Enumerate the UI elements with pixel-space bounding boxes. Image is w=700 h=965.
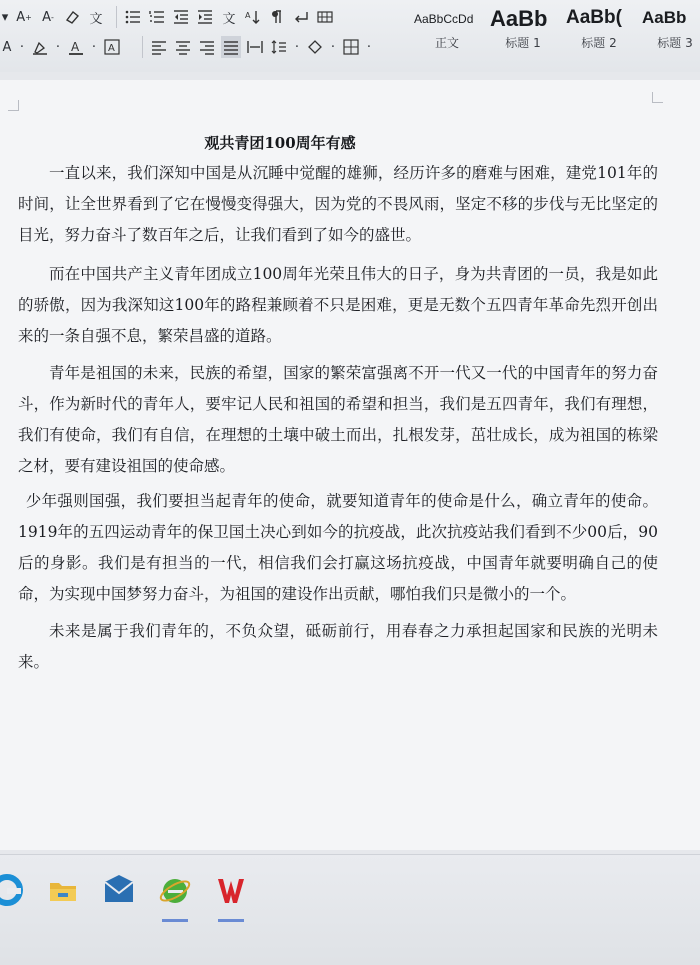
ribbon-row-paragraph — [0, 36, 377, 58]
align-center-icon[interactable] — [173, 36, 193, 58]
paragraph: 少年强则国强，我们要担当起青年的使命，就要知道青年的使命是什么，确立青年的使命。1919年的五四运动青年的保卫国土决心到如今的抗疫战，此次抗疫站我们看到不少00后，90后的身影。我们是有担当的一代，相信我们会打赢这场抗疫战，中国青年就要明确自己的使命，为实现中国梦努力奋斗，为祖国的建设作出贡献，哪怕我们只是微小的一个。 — [18, 492, 658, 603]
font-dropdown-chevron-icon[interactable]: ▾ — [1, 9, 9, 25]
style-name: 标题 1 — [505, 36, 541, 50]
ie-icon[interactable] — [158, 873, 192, 907]
document-title: 观共青团100周年有感 — [204, 134, 356, 152]
line-break-icon[interactable] — [291, 6, 311, 28]
dropdown-chevron-icon[interactable]: · — [294, 39, 300, 55]
mail-icon[interactable] — [102, 873, 136, 907]
dropdown-chevron-icon[interactable]: · — [366, 39, 372, 55]
style-sample: AaBb( — [566, 7, 622, 28]
style-heading-3[interactable] — [638, 4, 700, 58]
style-sample: AaBb — [642, 8, 687, 27]
decrease-font-size-icon[interactable]: A - — [42, 9, 54, 25]
clear-formatting-icon[interactable] — [62, 6, 82, 28]
taskbar — [0, 854, 700, 965]
ribbon-separator — [142, 36, 143, 58]
character-border-icon[interactable] — [102, 36, 122, 58]
dropdown-chevron-icon[interactable]: · — [19, 39, 25, 55]
file-explorer-icon[interactable] — [46, 873, 80, 907]
ribbon-separator — [116, 6, 117, 28]
margin-corner-mark — [652, 92, 663, 103]
style-heading-2[interactable] — [562, 4, 636, 58]
table-grid-icon[interactable] — [315, 6, 335, 28]
style-normal[interactable] — [410, 4, 484, 58]
svg-text:A: A — [245, 11, 251, 20]
svg-text:A: A — [71, 40, 80, 54]
styles-gallery — [410, 4, 700, 64]
borders-icon[interactable] — [341, 36, 361, 58]
align-left-icon[interactable] — [149, 36, 169, 58]
font-color-icon[interactable] — [66, 36, 86, 58]
paragraph: 而在中国共产主义青年团成立100周年光荣且伟大的日子，身为共青团的一员，我是如此的骄傲，因为我深知这100年的路程兼顾着不只是困难，更是无数个五四青年革命先烈开创出来的一条自强不息，繁荣昌盛的道路。 — [18, 265, 658, 345]
style-name: 标题 3 — [657, 36, 693, 50]
text-effect-icon[interactable]: A — [2, 39, 12, 55]
chinese-layout-icon[interactable]: 文 — [222, 11, 236, 27]
style-sample: AaBbCcDd — [414, 12, 474, 26]
sort-icon[interactable] — [243, 6, 263, 28]
justify-icon[interactable] — [221, 36, 241, 58]
document-body[interactable] — [18, 158, 658, 682]
style-sample: AaBb — [490, 6, 548, 31]
phonetic-guide-icon[interactable]: 文 — [89, 11, 103, 27]
highlight-color-icon[interactable] — [30, 36, 50, 58]
ribbon-row-font — [0, 6, 339, 28]
style-name: 标题 2 — [581, 36, 617, 50]
numbering-icon[interactable] — [147, 6, 167, 28]
dropdown-chevron-icon[interactable]: · — [91, 39, 97, 55]
show-hide-marks-icon[interactable] — [267, 6, 287, 28]
svg-text:A: A — [108, 43, 115, 54]
style-name: 正文 — [434, 36, 459, 50]
distributed-align-icon[interactable] — [245, 36, 265, 58]
align-right-icon[interactable] — [197, 36, 217, 58]
increase-indent-icon[interactable] — [195, 6, 215, 28]
paragraph: 未来是属于我们青年的，不负众望，砥砺前行，用春春之力承担起国家和民族的光明未来。 — [18, 622, 658, 671]
shading-icon[interactable] — [305, 36, 325, 58]
margin-corner-mark — [8, 100, 19, 111]
ribbon-toolbar — [0, 0, 700, 73]
paragraph: 一直以来，我们深知中国是从沉睡中觉醒的雄狮，经历许多的磨难与困难，建党101年的时间，让全世界看到了它在慢慢变得强大，因为党的不畏风雨，坚定不移的步伐与无比坚定的目光，努力奋斗了数百年之后，让我们看到了如今的盛世。 — [18, 164, 658, 244]
edge-icon[interactable] — [0, 873, 24, 907]
dropdown-chevron-icon[interactable]: · — [330, 39, 336, 55]
paragraph: 青年是祖国的未来，民族的希望，国家的繁荣富强离不开一代又一代的中国青年的努力奋斗，作为新时代的青年人，要牢记人民和祖国的希望和担当，我们是五四青年，我们有理想，我们有使命，我们有自信，在理想的土壤中破土而出，扎根发芽，茁壮成长，成为祖国的栋梁之材，要有建设祖国的使命感。 — [18, 364, 658, 475]
line-spacing-icon[interactable] — [269, 36, 289, 58]
increase-font-size-icon[interactable]: A + — [16, 9, 32, 25]
bullets-icon[interactable] — [123, 6, 143, 28]
decrease-indent-icon[interactable] — [171, 6, 191, 28]
style-heading-1[interactable] — [486, 4, 560, 58]
wps-icon[interactable] — [214, 873, 248, 907]
dropdown-chevron-icon[interactable]: · — [55, 39, 61, 55]
